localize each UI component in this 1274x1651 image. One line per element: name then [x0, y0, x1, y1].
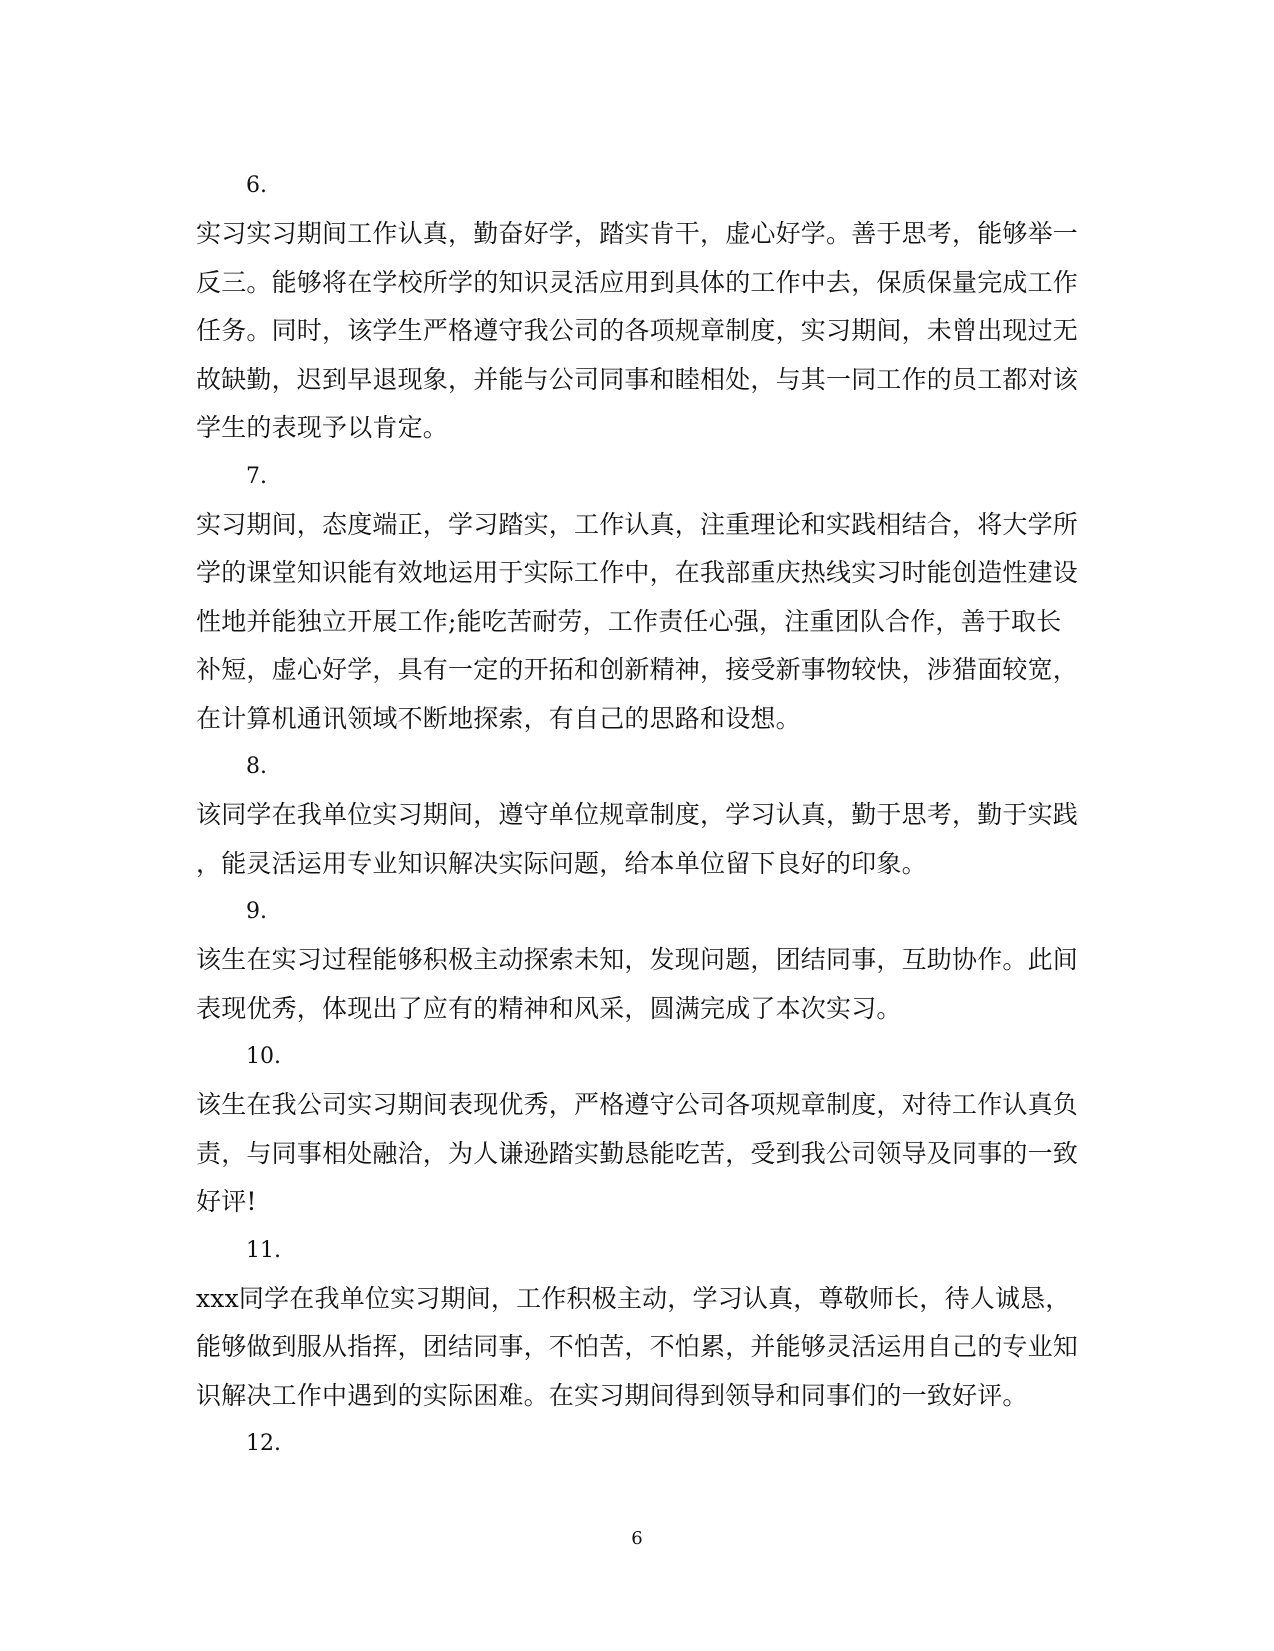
paragraph-line: 性地并能独立开展工作;能吃苦耐劳，工作责任心强，注重团队合作，善于取长 [196, 606, 1062, 636]
section-paragraph [196, 210, 1079, 453]
paragraph-line: 该同学在我单位实习期间，遵守单位规章制度，学习认真，勤于思考，勤于实践 [196, 800, 1079, 829]
section-paragraph [196, 501, 1079, 744]
section-paragraph [196, 1081, 1079, 1227]
section-number: 10. [246, 1044, 281, 1069]
paragraph-line: 该生在实习过程能够积极主动探索未知，发现问题，团结同事，互助协作。此间 [196, 945, 1079, 974]
section-number: 12. [246, 1431, 281, 1456]
paragraph-line: 该生在我公司实习期间表现优秀，严格遵守公司各项规章制度，对待工作认真负 [196, 1090, 1079, 1119]
paragraph-line: 补短，虚心好学，具有一定的开拓和创新精神，接受新事物较快，涉猎面较宽， [196, 655, 1079, 684]
section-paragraph [196, 936, 1079, 1033]
paragraph-line: 实习期间，态度端正，学习踏实，工作认真，注重理论和实践相结合，将大学所 [196, 509, 1079, 539]
paragraph-line: 反三。能够将在学校所学的知识灵活应用到具体的工作中去，保质保量完成工作 [196, 267, 1079, 297]
paragraph-line: 任务。同时，该学生严格遵守我公司的各项规章制度，实习期间，未曾出现过无 [196, 316, 1079, 345]
paragraph-line: 好评! [196, 1187, 257, 1216]
paragraph-line: 识解决工作中遇到的实际困难。在实习期间得到领导和同事们的一致好评。 [196, 1380, 1028, 1410]
paragraph-line: xxx同学在我单位实习期间，工作积极主动，学习认真，尊敬师长，待人诚恳， [196, 1283, 1071, 1313]
page-number: 6 [631, 1528, 643, 1549]
section-number: 11. [246, 1237, 281, 1263]
section-number: 6. [246, 173, 267, 198]
paragraph-line: 责，与同事相处融洽，为人谦逊踏实勤恳能吃苦，受到我公司领导及同事的一致 [196, 1138, 1079, 1168]
paragraph-line: 实习实习期间工作认真，勤奋好学，踏实肯干，虚心好学。善于思考，能够举一 [196, 219, 1079, 248]
paragraph-line: ，能灵活运用专业知识解决实际问题，给本单位留下良好的印象。 [196, 848, 927, 878]
section-paragraph [196, 791, 1079, 888]
paragraph-line: 在计算机通讯领域不断地探索，有自己的思路和设想。 [196, 703, 801, 733]
section-number: 8. [246, 754, 267, 779]
paragraph-line: 能够做到服从指挥，团结同事，不怕苦，不怕累，并能够灵活运用自己的专业知 [196, 1332, 1079, 1361]
section-number: 9. [246, 899, 267, 924]
paragraph-line: 故缺勤，迟到早退现象，并能与公司同事和睦相处，与其一同工作的员工都对该 [196, 364, 1079, 394]
document-body [196, 162, 1079, 1468]
section-paragraph [196, 1275, 1079, 1421]
paragraph-line: 学生的表现予以肯定。 [196, 413, 449, 442]
section-number: 7. [246, 463, 267, 489]
paragraph-line: 表现优秀，体现出了应有的精神和风采，圆满完成了本次实习。 [196, 993, 902, 1023]
paragraph-line: 学的课堂知识能有效地运用于实际工作中，在我部重庆热线实习时能创造性建设 [196, 558, 1079, 587]
